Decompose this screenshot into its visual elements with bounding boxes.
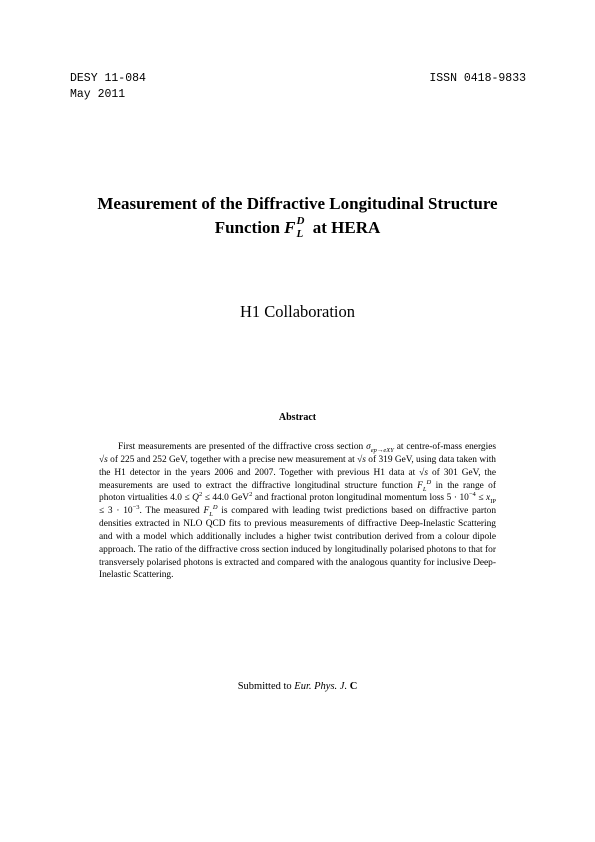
- title-symbol: F: [284, 218, 296, 237]
- collaboration: H1 Collaboration: [239, 302, 356, 321]
- report-date: May 2011: [70, 88, 126, 101]
- issn: ISSN 0418-9833: [429, 72, 526, 85]
- journal-name: Eur. Phys. J.: [294, 681, 348, 692]
- title-symbol-sup: D: [296, 215, 305, 227]
- journal-volume: C: [349, 681, 358, 692]
- submission-note: [0, 681, 595, 692]
- title-line-2: [60, 216, 535, 240]
- paper-title: [60, 192, 535, 240]
- title-symbol-sub: L: [296, 228, 304, 240]
- title-line-1: Measurement of the Diffractive Longitudinal Structure: [97, 194, 498, 213]
- submission-prefix: Submitted to: [237, 681, 292, 692]
- report-number: DESY 11-084: [70, 72, 146, 85]
- abstract-heading: Abstract: [278, 412, 317, 423]
- abstract-text: First measurements are presented of the diffractive cross section $\sigma_{ep\to eXY}$ at centre-of-mass energies √s of 225 and 252 GeV, together with a precise new measurement at √s of 319 GeV, using data taken with the H1 detector in the years 2006 and 2007. Together with previous H1 data at √s of 301 GeV, the measurements are used to extract the diffractive longitudinal structure function $F_L^D$ in the range of photon virtualities $4.0 \le Q^2 \le 44.0$ GeV$^2$ and fractional proton longitudinal momentum loss $5 \cdot 10^{-4} \le x_{IP} \le 3 \cdot 10^{-3}$. The measured $F_L^D$ is compared with leading twist predictions based on diffractive parton densities extracted in NLO QCD fits to previous measurements of diffractive Deep-Inelastic Scattering and with a model which additionally includes a higher twist contribution derived from a colour dipole approach. The ratio of the diffractive cross section induced by longitudinally polarised photons to that for transversely polarised photons is extracted and compared with the analogous quantity for inclusive Deep-Inelastic Scattering.: [99, 442, 497, 581]
- title-suffix: at HERA: [312, 218, 381, 237]
- title-function-word: Function: [214, 218, 280, 237]
